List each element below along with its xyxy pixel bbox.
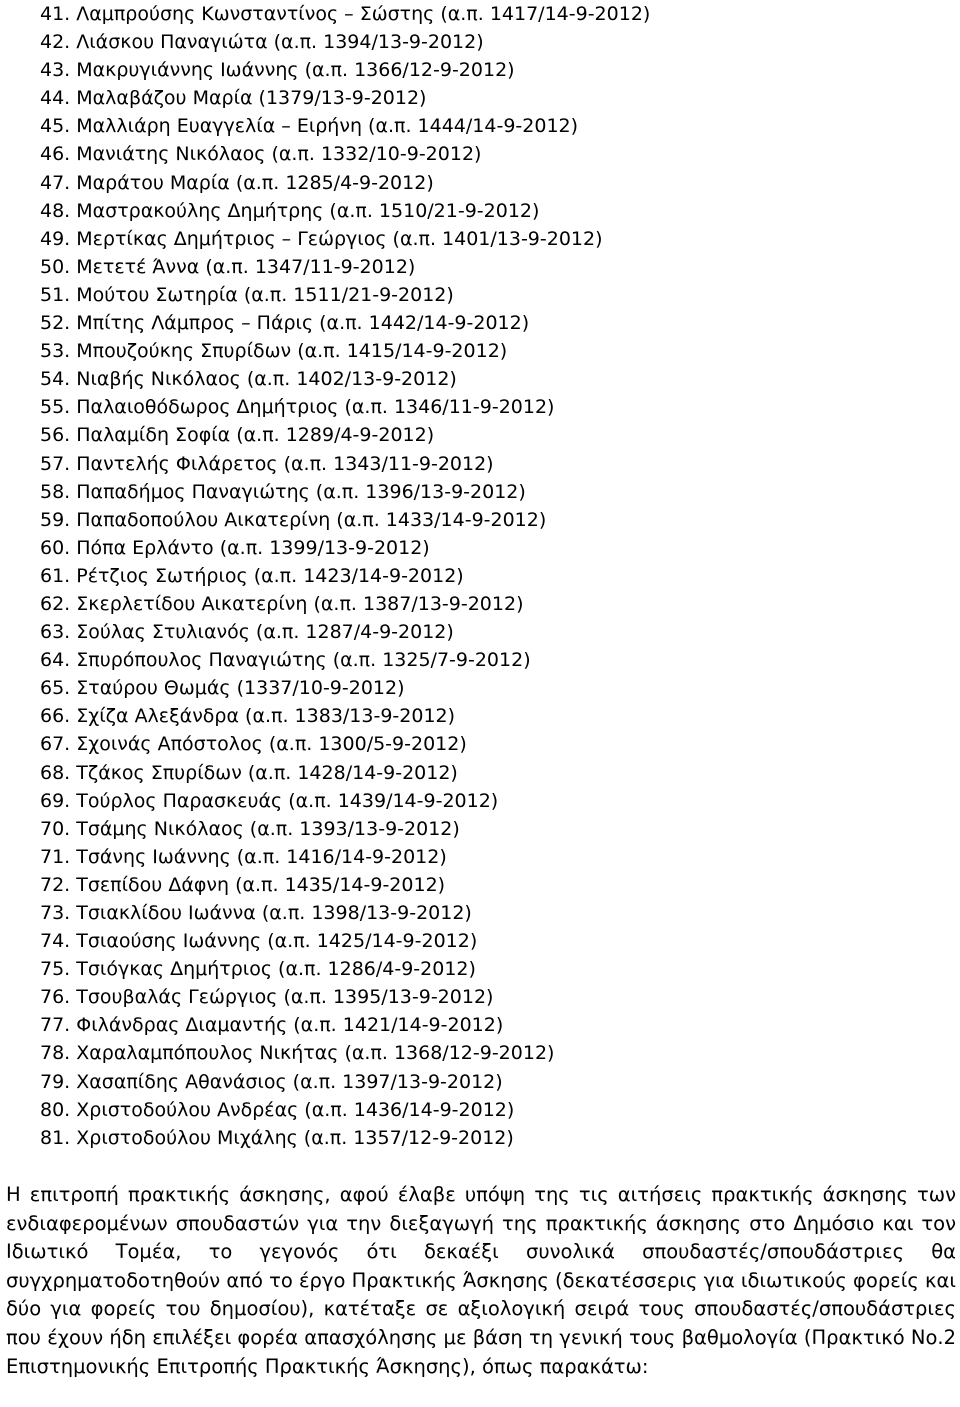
list-item: 69. Τούρλος Παρασκευάς (α.π. 1439/14-9-2012): [40, 789, 499, 812]
list-item: 81. Χριστοδούλου Μιχάλης (α.π. 1357/12-9-2012): [40, 1126, 514, 1149]
student-list: [40, 0, 940, 1152]
list-item: 59. Παπαδοπούλου Αικατερίνη (α.π. 1433/14-9-2012): [40, 508, 547, 531]
list-item: 71. Τσάνης Ιωάννης (α.π. 1416/14-9-2012): [40, 845, 447, 868]
list-item: 50. Μετετέ Άννα (α.π. 1347/11-9-2012): [40, 255, 416, 278]
list-item: 51. Μούτου Σωτηρία (α.π. 1511/21-9-2012): [40, 283, 454, 306]
list-item: 76. Τσουβαλάς Γεώργιος (α.π. 1395/13-9-2012): [40, 986, 494, 1009]
list-item: 75. Τσιόγκας Δημήτριος (α.π. 1286/4-9-2012): [40, 958, 476, 981]
list-item: 80. Χριστοδούλου Ανδρέας (α.π. 1436/14-9-2012): [40, 1098, 515, 1121]
list-item: 61. Ρέτζιος Σωτήριος (α.π. 1423/14-9-2012): [40, 564, 464, 587]
list-item: 44. Μαλαβάζου Μαρία (1379/13-9-2012): [40, 87, 427, 110]
list-item: 68. Τζάκος Σπυρίδων (α.π. 1428/14-9-2012): [40, 761, 458, 784]
list-item: 52. Μπίτης Λάμπρος – Πάρις (α.π. 1442/14-9-2012): [40, 312, 530, 335]
list-item: 79. Χασαπίδης Αθανάσιος (α.π. 1397/13-9-2012): [40, 1070, 503, 1093]
list-item: 60. Πόπα Ερλάντο (α.π. 1399/13-9-2012): [40, 536, 430, 559]
list-item: 62. Σκερλετίδου Αικατερίνη (α.π. 1387/13-9-2012): [40, 592, 524, 615]
list-item: 49. Μερτίκας Δημήτριος – Γεώργιος (α.π. 1401/13-9-2012): [40, 227, 603, 250]
body-paragraph: Η επιτροπή πρακτικής άσκησης, αφού έλαβε υπόψη της τις αιτήσεις πρακτικής άσκησης των ενδιαφερομένων σπουδαστών για την διεξαγωγή της πρακτικής άσκησης στο Δημόσιο και τον Ιδιωτικό Τομέα, το γεγονός ότι δεκαέξι συνολικά σπουδαστές/σπουδάστριες θα συγχρηματοδοτηθούν από το έργο Πρακτικής Άσκησης (δεκατέσσερις για ιδιωτικούς φορείς και δύο για φορείς του δημοσίου), κατέταξε σε αξιολογική σειρά τους σπουδαστές/σπουδάστριες που έχουν ήδη επιλέξει φορέα απασχόλησης με βάση τη γενική τους βαθμολογία (Πρακτικό Νο.2 Επιστημονικής Επιτροπής Πρακτικής Άσκησης), όπως παρακάτω:: [6, 1183, 956, 1378]
list-item: 66. Σχίζα Αλεξάνδρα (α.π. 1383/13-9-2012): [40, 705, 456, 728]
list-item: 47. Μαράτου Μαρία (α.π. 1285/4-9-2012): [40, 171, 434, 194]
list-item: 77. Φιλάνδρας Διαμαντής (α.π. 1421/14-9-2012): [40, 1014, 504, 1037]
list-item: 45. Μαλλιάρη Ευαγγελία – Ειρήνη (α.π. 1444/14-9-2012): [40, 115, 579, 138]
list-item: 72. Τσεπίδου Δάφνη (α.π. 1435/14-9-2012): [40, 873, 446, 896]
list-item: 54. Νιαβής Νικόλαος (α.π. 1402/13-9-2012): [40, 368, 457, 391]
list-item: 65. Σταύρου Θωμάς (1337/10-9-2012): [40, 677, 405, 700]
list-item: 46. Μανιάτης Νικόλαος (α.π. 1332/10-9-2012): [40, 143, 482, 166]
list-item: 43. Μακρυγιάννης Ιωάννης (α.π. 1366/12-9-2012): [40, 59, 515, 82]
list-item: 42. Λιάσκου Παναγιώτα (α.π. 1394/13-9-2012): [40, 31, 484, 54]
list-item: 70. Τσάμης Νικόλαος (α.π. 1393/13-9-2012): [40, 817, 460, 840]
list-item: 67. Σχοινάς Απόστολος (α.π. 1300/5-9-2012): [40, 733, 467, 756]
list-item: 73. Τσιακλίδου Ιωάννα (α.π. 1398/13-9-2012): [40, 902, 472, 924]
list-item: 55. Παλαιοθόδωρος Δημήτριος (α.π. 1346/11-9-2012): [40, 396, 555, 419]
list-item: 57. Παντελής Φιλάρετος (α.π. 1343/11-9-2012): [40, 452, 494, 475]
list-item: 56. Παλαμίδη Σοφία (α.π. 1289/4-9-2012): [40, 424, 435, 447]
list-item: 58. Παπαδήμος Παναγιώτης (α.π. 1396/13-9-2012): [40, 480, 526, 503]
list-item: 74. Τσιαούσης Ιωάννης (α.π. 1425/14-9-2012): [40, 930, 478, 953]
list-item: 41. Λαμπρούσης Κωνσταντίνος – Σώστης (α.π. 1417/14-9-2012): [40, 3, 651, 25]
list-item: 78. Χαραλαμπόπουλος Νικήτας (α.π. 1368/12-9-2012): [40, 1042, 555, 1065]
list-item: 63. Σούλας Στυλιανός (α.π. 1287/4-9-2012): [40, 621, 454, 644]
list-item: 48. Μαστρακούλης Δημήτρης (α.π. 1510/21-9-2012): [40, 199, 540, 222]
list-item: 64. Σπυρόπουλος Παναγιώτης (α.π. 1325/7-9-2012): [40, 649, 531, 672]
list-item: 53. Μπουζούκης Σπυρίδων (α.π. 1415/14-9-2012): [40, 340, 508, 363]
